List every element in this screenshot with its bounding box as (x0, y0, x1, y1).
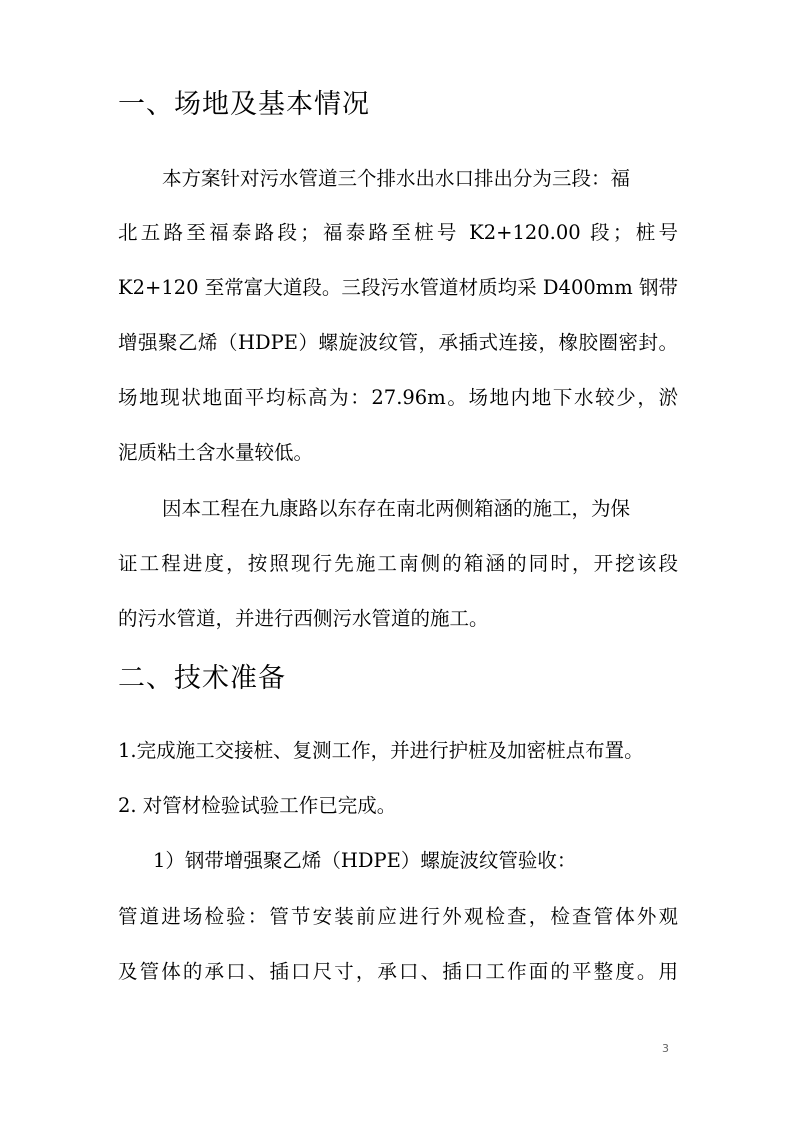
paragraph-line: 管道进场检验：管节安装前应进行外观检查，检查管体外观 (118, 905, 678, 928)
paragraph-line: 增强聚乙烯（HDPE）螺旋波纹管，承插式连接，橡胶圈密封。 (118, 331, 678, 354)
section-heading-site-conditions: 一、场地及基本情况 (118, 89, 370, 120)
page-number: 3 (662, 1042, 669, 1055)
paragraph-line: 北五路至福泰路段；福泰路至桩号 K2+120.00 段；桩号 (118, 221, 678, 244)
paragraph-line: 的污水管道，并进行西侧污水管道的施工。 (118, 607, 489, 630)
list-item: 1.完成施工交接桩、复测工作，并进行护桩及加密桩点布置。 (118, 739, 644, 762)
paragraph-line: 及管体的承口、插口尺寸，承口、插口工作面的平整度。用 (118, 960, 678, 983)
paragraph-line: 本方案针对污水管道三个排水出水口排出分为三段：福 (162, 167, 631, 190)
paragraph-line: 证工程进度，按照现行先施工南侧的箱涵的同时，开挖该段 (118, 552, 678, 575)
paragraph-line: 因本工程在九康路以东存在南北两侧箱涵的施工，为保 (162, 497, 631, 520)
list-item: 2. 对管材检验试验工作已完成。 (118, 794, 397, 817)
paragraph-line: 场地现状地面平均标高为：27.96m。场地内地下水较少，淤 (118, 386, 678, 409)
paragraph-line: 泥质粘土含水量较低。 (118, 441, 314, 464)
paragraph-line: K2+120 至常富大道段。三段污水管道材质均采 D400mm 钢带 (118, 276, 678, 299)
sub-list-item: 1）钢带增强聚乙烯（HDPE）螺旋波纹管验收： (153, 849, 577, 872)
section-heading-technical-preparation: 二、技术准备 (118, 663, 286, 694)
